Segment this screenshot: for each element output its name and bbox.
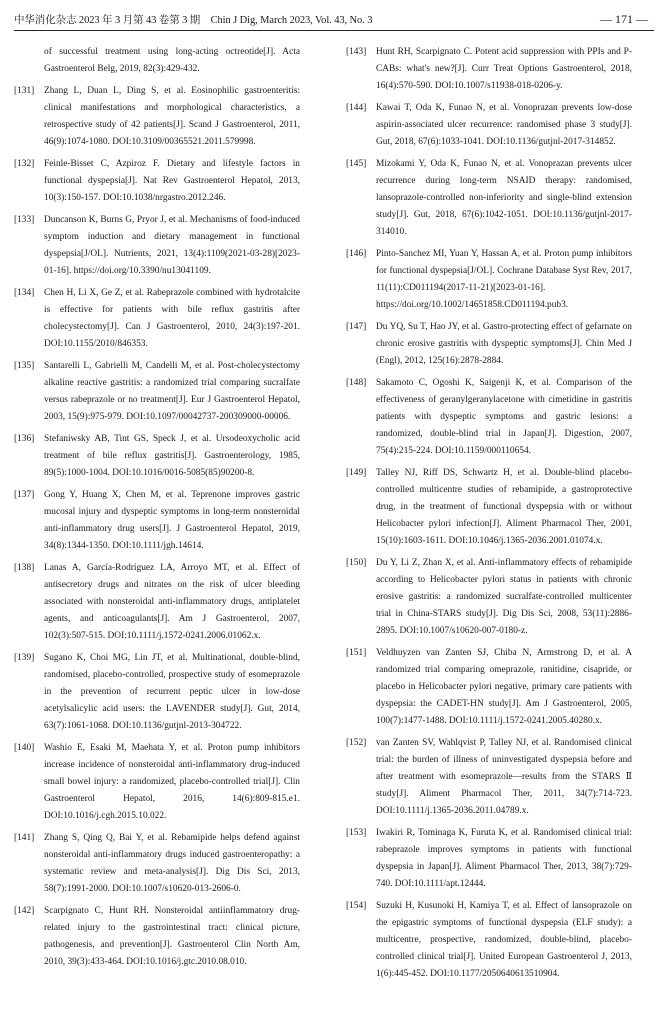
header-rule (14, 30, 654, 31)
reference-number: [146] (346, 249, 367, 259)
reference-entry (346, 555, 632, 640)
reference-entry (346, 645, 632, 730)
reference-text: Feinle-Bisset C, Azpiroz F. Dietary and lifestyle factors in functional dyspepsia[J]. Nat Rev Gastroenterol Hepatol, 2013, 10(3):150-157. DOI:10.1038/nrgastro.2012.246. (44, 159, 300, 203)
reference-text: Sugano K, Choi MG, Lin JT, et al. Multinational, double-blind, randomised, placebo-controlled, prospective study of esomeprazole in the prevention of recurrent peptic ulcer in low-dose acetylsalicylic acid users: the LAVENDER study[J]. Gut, 2014, 63(7):1061-1068. DOI:10.1136/gutjnl-2013-304722. (44, 653, 300, 731)
reference-number: [154] (346, 901, 367, 911)
reference-entry (14, 156, 300, 207)
left-reference-column (14, 44, 300, 976)
reference-number: [136] (14, 434, 35, 444)
reference-text: Zhang S, Qing Q, Bai Y, et al. Rebamipide helps defend against nonsteroidal anti-inflammatory drugs induced gastroenteropathy: a systematic review and meta-analysis[J]. Dig Dis Sci, 2013, 58(7):1991-2000. DOI:10.1007/s10620-013-2606-0. (44, 833, 300, 894)
reference-text: Kawai T, Oda K, Funao N, et al. Vonoprazan prevents low-dose aspirin-associated ulcer recurrence: randomised phase 3 study[J]. Gut, 2018, 67(6):1033-1041. DOI:10.1136/gutjnl-2017-314852. (376, 103, 632, 147)
reference-entry (14, 560, 300, 645)
reference-number: [152] (346, 738, 367, 748)
reference-entry (14, 487, 300, 555)
reference-entry (346, 319, 632, 370)
right-reference-column (346, 44, 632, 988)
reference-entry (346, 100, 632, 151)
journal-citation-header: 中华消化杂志 2023 年 3 月第 43 卷第 3 期 Chin J Dig, March 2023, Vol. 43, No. 3 (14, 15, 373, 26)
reference-entry (14, 903, 300, 971)
reference-entry (14, 431, 300, 482)
reference-number: [135] (14, 361, 35, 371)
reference-entry (346, 246, 632, 314)
reference-entry (14, 650, 300, 735)
reference-number: [134] (14, 288, 35, 298)
reference-number: [148] (346, 378, 367, 388)
reference-entry (14, 285, 300, 353)
reference-text: Gong Y, Huang X, Chen M, et al. Teprenone improves gastric mucosal injury and dyspeptic symptoms in long-term nonsteroidal anti-inflammatory drug users[J]. J Gastroenterol Hepatol, 2019, 34(8):1344-1350. DOI:10.1111/jgh.14614. (44, 490, 300, 551)
page-number: — 171 — (600, 12, 648, 26)
reference-entry (14, 83, 300, 151)
reference-entry (14, 212, 300, 280)
reference-text: Du YQ, Su T, Hao JY, et al. Gastro-protecting effect of gefarnate on chronic erosive gastritis with dyspeptic symptoms[J]. Chin Med J (Engl), 2012, 125(16):2878-2884. (376, 322, 632, 366)
reference-text: Sakamoto C, Ogoshi K, Saigenji K, et al. Comparison of the effectiveness of geranylgeranylacetone with cimetidine in gastritis patients with dyspeptic symptoms and gastric lesions: a randomized, double-blind trial in Japan[J]. Digestion, 2007, 75(4):215-224. DOI:10.1159/000110654. (376, 378, 632, 456)
reference-number: [143] (346, 47, 367, 57)
reference-entry (346, 375, 632, 460)
reference-text: Veldhuyzen van Zanten SJ, Chiba N, Armstrong D, et al. A randomized trial comparing omeprazole, ranitidine, cisapride, or placebo in Helicobacter pylori negative, primary care patients with dyspepsia: the CADET-HN study[J]. Am J Gastroenterol, 2005, 100(7):1477-1488. DOI:10.1111/j.1572-0241.2005.40280.x. (376, 648, 632, 726)
reference-number: [150] (346, 558, 367, 568)
reference-text: of successful treatment using long-acting octreotide[J]. Acta Gastroenterol Belg, 2019, 82(3):429-432. (44, 47, 300, 74)
reference-number: [138] (14, 563, 35, 573)
reference-number: [144] (346, 103, 367, 113)
reference-number: [131] (14, 86, 35, 96)
reference-entry (14, 740, 300, 825)
reference-entry (14, 358, 300, 426)
running-header (14, 10, 654, 32)
reference-entry (346, 44, 632, 95)
reference-number: [142] (14, 906, 35, 916)
reference-text: Mizokami Y, Oda K, Funao N, et al. Vonoprazan prevents ulcer recurrence during long-term NSAID therapy: randomised, lansoprazole-controlled non-inferiority and single-blind extension study[J]. Gut, 2018, 67(6):1042-1051. DOI:10.1136/gutjnl-2017-314010. (376, 159, 632, 237)
reference-number: [140] (14, 743, 35, 753)
reference-text: Washio E, Esaki M, Maehata Y, et al. Proton pump inhibitors increase incidence of nonsteroidal anti-inflammatory drug-induced small bowel injury: a randomized, placebo-controlled trial[J]. Clin Gastroenterol Hepatol, 2016, 14(6):809-815.e1. DOI:10.1016/j.cgh.2015.10.022. (44, 743, 300, 821)
reference-text: van Zanten SV, Wahlqvist P, Talley NJ, et al. Randomised clinical trial: the burden of illness of uninvestigated dyspepsia before and after treatment with esomeprazole—results from the STARS Ⅱ study[J]. Aliment Pharmacol Ther, 2011, 34(7):714-723. DOI:10.1111/j.1365-2036.2011.04789.x. (376, 738, 632, 816)
reference-number: [132] (14, 159, 35, 169)
reference-text: Suzuki H, Kusunoki H, Kamiya T, et al. Effect of lansoprazole on the epigastric symptoms of functional dyspepsia (ELF study): a multicentre, prospective, randomized, double-blind, placebo-controlled clinical trial[J]. United European Gastroenterol J, 2013, 1(6):445-452. DOI:10.1177/2050640613510904. (376, 901, 632, 979)
reference-text: Iwakiri R, Tominaga K, Furuta K, et al. Randomised clinical trial: rabeprazole improves symptoms in patients with functional dyspepsia in Japan[J]. Aliment Pharmacol Ther, 2013, 38(7):729-740. DOI:10.1111/apt.12444. (376, 828, 632, 889)
reference-number: [145] (346, 159, 367, 169)
reference-entry (346, 735, 632, 820)
reference-number: [149] (346, 468, 367, 478)
reference-text: Chen H, Li X, Ge Z, et al. Rabeprazole combined with hydrotalcite is effective for patients with bile reflux gastritis after cholecystectomy[J]. Can J Gastroenterol, 2010, 24(3):197-201. DOI:10.1155/2010/846353. (44, 288, 300, 349)
reference-text: Stefaniwsky AB, Tint GS, Speck J, et al. Ursodeoxycholic acid treatment of bile reflux gastritis[J]. Gastroenterology, 1985, 89(5):1000-1004. DOI:10.1016/0016-5085(85)90200-8. (44, 434, 300, 478)
reference-text: Du Y, Li Z, Zhan X, et al. Anti-inflammatory effects of rebamipide according to Helicobacter pylori status in patients with chronic erosive gastritis: a randomized sucralfate-controlled multicenter trial in China-STARS study[J]. Dig Dis Sci, 2008, 53(11):2886-2895. DOI:10.1007/s10620-007-0180-z. (376, 558, 632, 636)
reference-entry (346, 156, 632, 241)
reference-number: [133] (14, 215, 35, 225)
reference-text: Talley NJ, Riff DS, Schwartz H, et al. Double-blind placebo-controlled multicentre studies of rebamipide, a gastroprotective drug, in the treatment of functional dyspepsia with or without Helicobacter pylori infection[J]. Aliment Pharmacol Ther, 2001, 15(10):1603-1611. DOI:10.1046/j.1365-2036.2001.01074.x. (376, 468, 632, 546)
reference-entry (14, 830, 300, 898)
reference-entry (346, 465, 632, 550)
reference-text: Hunt RH, Scarpignato C. Potent acid suppression with PPIs and P-CABs: what's new?[J]. Curr Treat Options Gastroenterol, 2018, 16(4):570-590. DOI:10.1007/s11938-018-0206-y. (376, 47, 632, 91)
reference-text: Lanas A, García-Rodríguez LA, Arroyo MT, et al. Effect of antisecretory drugs and nitrates on the risk of ulcer bleeding associated with nonsteroidal anti-inflammatory drugs, antiplatelet agents, and anticoagulants[J]. Am J Gastroenterol, 2007, 102(3):507-515. DOI:10.1111/j.1572-0241.2006.01062.x. (44, 563, 300, 641)
reference-number: [139] (14, 653, 35, 663)
reference-text: Duncanson K, Burns G, Pryor J, et al. Mechanisms of food-induced symptom induction and dietary management in functional dyspepsia[J/OL]. Nutrients, 2021, 13(4):1109(2021-03-28)[2023-01-16]. https://doi.org/10.3390/nu13041109. (44, 215, 300, 276)
reference-number: [137] (14, 490, 35, 500)
reference-text: Scarpignato C, Hunt RH. Nonsteroidal antiinflammatory drug-related injury to the gastrointestinal tract: clinical picture, pathogenesis, and prevention[J]. Gastroenterol Clin North Am, 2010, 39(3):433-464. DOI:10.1016/j.gtc.2010.08.010. (44, 906, 300, 967)
reference-entry (346, 825, 632, 893)
reference-number: [147] (346, 322, 367, 332)
reference-number: [151] (346, 648, 367, 658)
reference-text: Pinto-Sanchez MI, Yuan Y, Hassan A, et al. Proton pump inhibitors for functional dyspepsia[J/OL]. Cochrane Database Syst Rev, 2017, 11(11):CD011194(2017-11-21)[2023-01-16]. https://doi.org/10.1002/14651858.CD011194.pub3. (376, 249, 632, 310)
reference-text: Zhang L, Duan L, Ding S, et al. Eosinophilic gastroenteritis: clinical manifestations and morphological characteristics, a retrospective study of 42 patients[J]. Scand J Gastroenterol, 2011, 46(9):1074-1080. DOI:10.3109/00365521.2011.579998. (44, 86, 300, 147)
reference-entry (346, 898, 632, 983)
reference-number: [153] (346, 828, 367, 838)
reference-text: Santarelli L, Gabrielli M, Candelli M, et al. Post-cholecystectomy alkaline reactive gastritis: a randomized trial comparing sucralfate versus rabeprazole or no treatment[J]. Eur J Gastroenterol Hepatol, 2003, 15(9):975-979. DOI:10.1097/00042737-200309000-00006. (44, 361, 300, 422)
reference-entry (14, 44, 300, 78)
reference-number: [141] (14, 833, 35, 843)
